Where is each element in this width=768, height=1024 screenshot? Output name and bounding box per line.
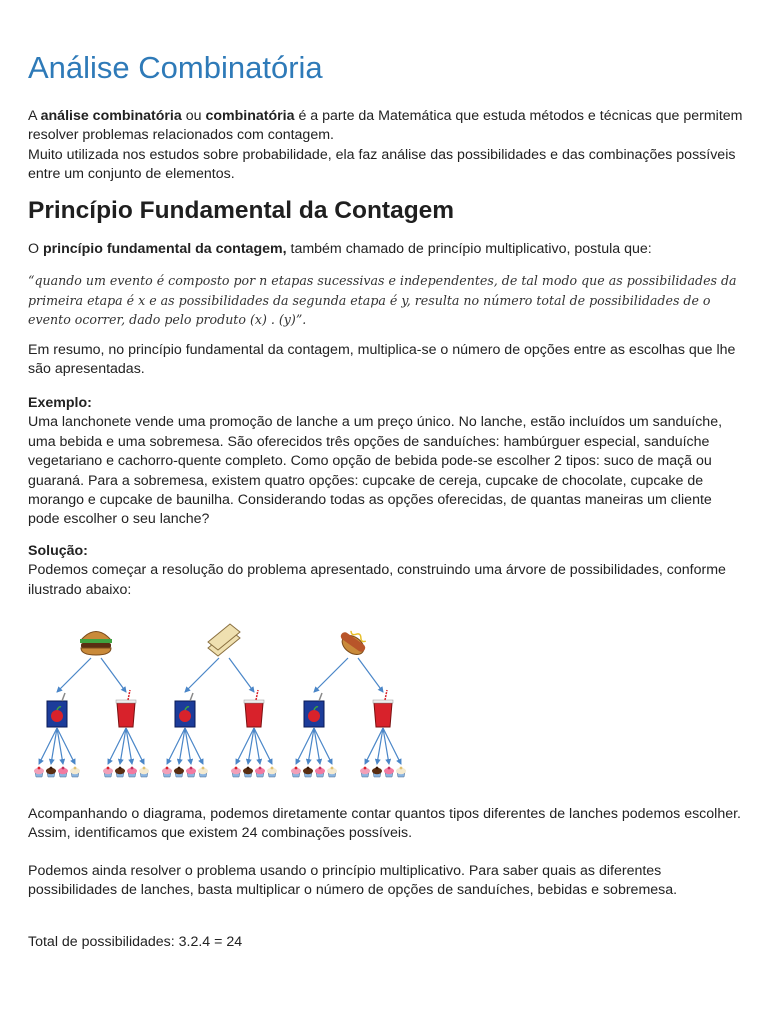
principle-text-b: também chamado de princípio multiplicativo, postula que:: [286, 241, 652, 257]
summary-paragraph: Em resumo, no princípio fundamental da contagem, multiplica-se o número de opções entre as escolhas que lhe são apresentadas.: [28, 342, 736, 378]
example-text: Uma lanchonete vende uma promoção de lanche a um preço único. No lanche, estão incluídos um sanduíche, uma bebida e uma sobremesa. São oferecidos três opções de sanduíches: hambúrguer especial, sanduíche vegetariano e cachorro-quente completo. Como opção de bebida pode-se escolher 2 tipos: suco de maçã ou guaraná. Para a sobremesa, existem quatro opções: cupcake de cereja, cupcake de chocolate, cupcake de morango e cupcake de baunilha. Considerando todas as opções oferecidas, de quantas maneiras um cliente pode escolher o seu lanche?: [28, 414, 723, 528]
principle-paragraph: [28, 240, 743, 259]
cupcake-chocolate-icon: [174, 767, 184, 777]
example-heading: Exemplo:: [28, 395, 92, 411]
sandwich-icon: [208, 624, 240, 656]
possibility-tree-diagram: [28, 614, 412, 786]
tree-arrow: [314, 658, 348, 692]
juice-box-icon: [47, 693, 67, 727]
multiplicative-paragraph: Podemos ainda resolver o problema usando o princípio multiplicativo. Para saber quais as diferentes possibilidades de lanches, basta multiplicar o número de opções de sanduíches, bebidas e sobremesa.: [28, 863, 678, 899]
cupcake-chocolate-icon: [303, 767, 313, 777]
solution-block: [28, 542, 743, 600]
solution-text: Podemos começar a resolução do problema apresentado, construindo uma árvore de possibilidades, conforme ilustrado abaixo:: [28, 562, 726, 598]
cupcake-chocolate-icon: [243, 767, 253, 777]
soda-cup-icon: [244, 690, 264, 727]
intro-bold-term-2: combinatória: [205, 108, 295, 124]
cupcake-cherry-icon: [34, 767, 44, 777]
juice-box-icon: [175, 693, 195, 727]
cupcake-vanilla-icon: [198, 767, 208, 777]
cupcake-vanilla-icon: [70, 767, 80, 777]
tree-arrow: [101, 658, 126, 692]
cupcake-vanilla-icon: [396, 767, 406, 777]
section-title: Princípio Fundamental da Contagem: [28, 197, 455, 224]
cupcake-cherry-icon: [162, 767, 172, 777]
cupcake-strawberry-icon: [255, 767, 265, 777]
solution-heading: Solução:: [28, 543, 88, 559]
intro-text-a: A: [28, 108, 41, 124]
cupcake-cherry-icon: [291, 767, 301, 777]
cupcake-strawberry-icon: [186, 767, 196, 777]
cupcake-vanilla-icon: [139, 767, 149, 777]
cupcake-cherry-icon: [231, 767, 241, 777]
soda-cup-icon: [116, 690, 136, 727]
cupcake-vanilla-icon: [267, 767, 277, 777]
juice-box-icon: [304, 693, 324, 727]
intro-text-b: ou: [181, 108, 206, 124]
cupcake-strawberry-icon: [384, 767, 394, 777]
cupcake-strawberry-icon: [127, 767, 137, 777]
principle-quote: “quando um evento é composto por n etapas sucessivas e independentes, de tal modo que as possibilidades da primeira etapa é x e as possibilidades da segunda etapa é y, resulta no número total de possibilidades de o evento ocorrer, dado pelo produto (x) . (y)”.: [28, 273, 737, 328]
hotdog-icon: [339, 629, 368, 658]
tree-arrow: [358, 658, 383, 692]
total-line: Total de possibilidades: 3.2.4 = 24: [28, 934, 243, 950]
cupcake-chocolate-icon: [115, 767, 125, 777]
cupcake-strawberry-icon: [58, 767, 68, 777]
cupcake-strawberry-icon: [315, 767, 325, 777]
cupcake-chocolate-icon: [372, 767, 382, 777]
cupcake-cherry-icon: [103, 767, 113, 777]
diagram-explanation: Acompanhando o diagrama, podemos diretamente contar quantos tipos diferentes de lanches podemos escolher. Assim, identificamos que existem 24 combinações possíveis.: [28, 806, 741, 842]
intro-text-c: é a parte da Matemática que estuda métodos e técnicas que permitem resolver problemas relacionados com contagem.: [28, 108, 743, 144]
page-title: Análise Combinatória: [28, 50, 323, 85]
soda-cup-icon: [373, 690, 393, 727]
intro-paragraph: [28, 107, 743, 185]
tree-arrow: [57, 658, 91, 692]
example-block: [28, 394, 743, 530]
cupcake-vanilla-icon: [327, 767, 337, 777]
intro-bold-term-1: análise combinatória: [40, 108, 182, 124]
principle-text-a: O: [28, 241, 43, 257]
tree-arrow: [185, 658, 219, 692]
hamburger-icon: [80, 632, 112, 656]
tree-arrow: [229, 658, 254, 692]
cupcake-chocolate-icon: [46, 767, 56, 777]
intro-text-d: Muito utilizada nos estudos sobre probabilidade, ela faz análise das possibilidades e das combinações possíveis entre um conjunto de elementos.: [28, 146, 736, 183]
cupcake-cherry-icon: [360, 767, 370, 777]
principle-bold-term: princípio fundamental da contagem,: [42, 241, 287, 257]
possibility-tree-svg: [28, 614, 412, 786]
